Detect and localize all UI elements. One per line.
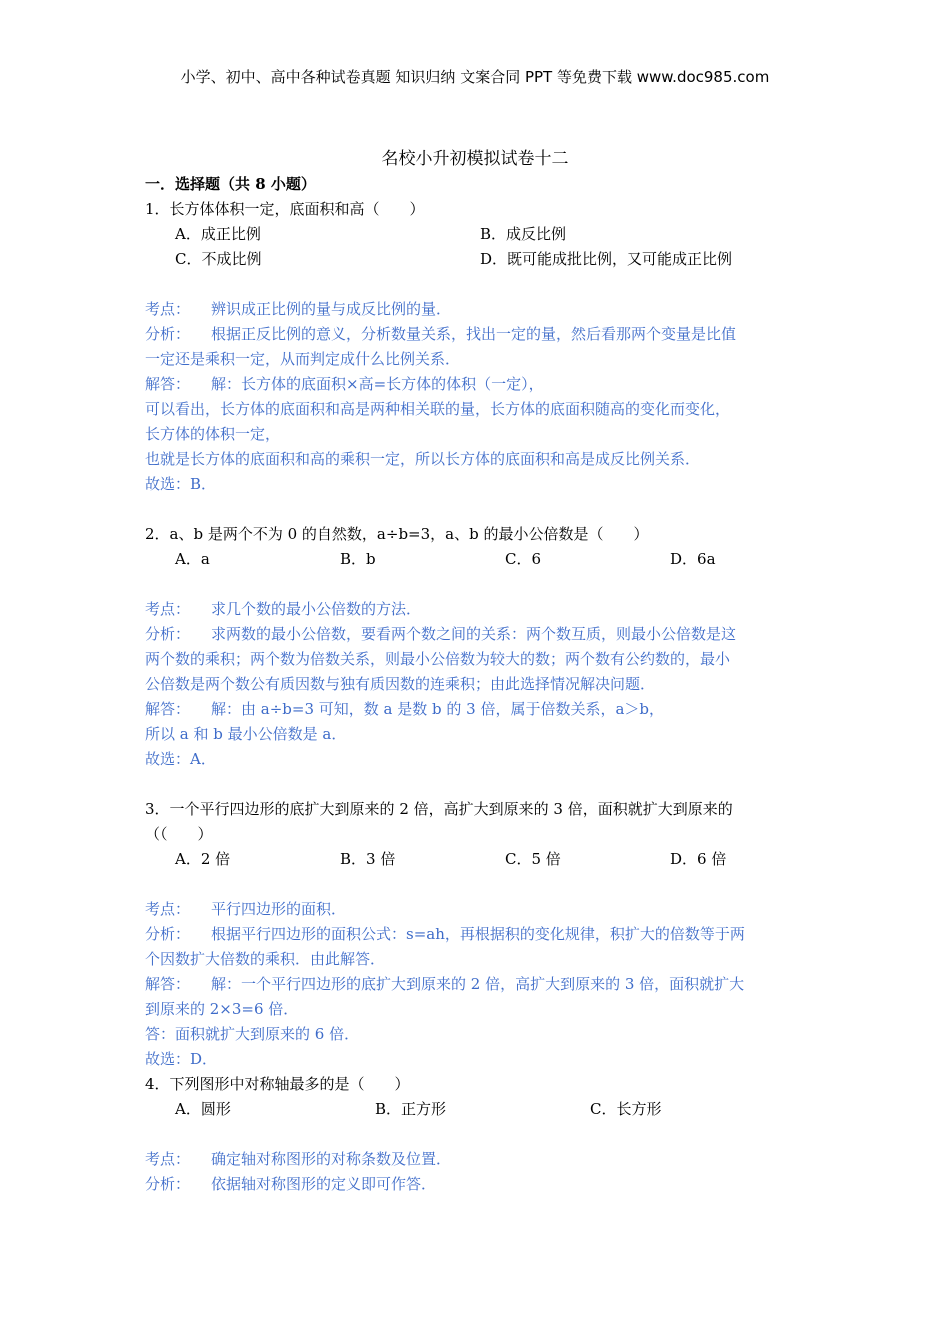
option-c: C．6 xyxy=(505,550,542,568)
solution: 解答： 解：长方体的底面积×高=长方体的体积（一定）， xyxy=(145,375,544,393)
solution: 解答： 解：一个平行四边形的底扩大到原来的 2 倍，高扩大到原来的 3 倍，面积就扩大 xyxy=(145,975,745,993)
option-c: C．不成比例 xyxy=(175,250,262,268)
option-a: A．圆形 xyxy=(175,1100,231,1118)
answer-choice: 故选：A． xyxy=(145,750,216,768)
option-d: D．6a xyxy=(670,550,716,568)
solution-line: 可以看出，长方体的底面积和高是两种相关联的量，长方体的底面积随高的变化而变化， xyxy=(145,400,731,418)
question-stem: 1．长方体体积一定，底面积和高（ ） xyxy=(145,200,425,218)
solution-line: 长方体的体积一定， xyxy=(145,425,281,443)
analysis: 分析： 求两数的最小公倍数，要看两个数之间的关系：两个数互质，则最小公倍数是这 xyxy=(145,625,737,643)
options-row xyxy=(145,547,805,572)
analysis: 分析： 根据正反比例的意义，分析数量关系，找出一定的量，然后看那两个变量是比值 xyxy=(145,325,737,343)
answer-choice: 故选：D． xyxy=(145,1050,218,1068)
answer-statement: 答：面积就扩大到原来的 6 倍． xyxy=(145,1025,360,1043)
option-b: B．正方形 xyxy=(375,1100,447,1118)
option-c: C．长方形 xyxy=(590,1100,662,1118)
question-1 xyxy=(145,197,805,497)
question-3 xyxy=(145,797,805,1072)
knowledge-point: 考点： 确定轴对称图形的对称条数及位置． xyxy=(145,1150,452,1168)
answer-choice: 故选：B． xyxy=(145,475,217,493)
section-heading: 一．选择题（共 8 小题） xyxy=(145,175,316,193)
analysis-line: 个因数扩大倍数的乘积．由此解答． xyxy=(145,950,386,968)
option-d: D．既可能成批比例，又可能成正比例 xyxy=(480,250,733,268)
solution: 解答： 解：由 a÷b=3 可知，数 a 是数 b 的 3 倍，属于倍数关系，a＞b， xyxy=(145,700,665,718)
question-stem: 3．一个平行四边形的底扩大到原来的 2 倍，高扩大到原来的 3 倍，面积就扩大到原来的 xyxy=(145,800,733,818)
question-stem-line: （（ ） xyxy=(145,825,213,843)
option-a: A．成正比例 xyxy=(175,225,261,243)
question-4 xyxy=(145,1072,805,1197)
analysis-line: 两个数的乘积；两个数为倍数关系，则最小公倍数为较大的数；两个数有公约数的，最小 xyxy=(145,650,731,668)
solution-line: 也就是长方体的底面积和高的乘积一定，所以长方体的底面积和高是成反比例关系． xyxy=(145,450,701,468)
question-stem: 4．下列图形中对称轴最多的是（ ） xyxy=(145,1075,410,1093)
question-2 xyxy=(145,522,805,772)
option-a: A．2 倍 xyxy=(175,850,231,868)
document-body xyxy=(145,146,805,1197)
option-a: A．a xyxy=(175,550,210,568)
question-stem: 2．a、b 是两个不为 0 的自然数，a÷b=3，a、b 的最小公倍数是（ ） xyxy=(145,525,649,543)
option-b: B．b xyxy=(340,550,376,568)
options-row xyxy=(145,1097,805,1122)
option-b: B．成反比例 xyxy=(480,225,567,243)
analysis-line: 一定还是乘积一定，从而判定成什么比例关系． xyxy=(145,350,461,368)
solution-line: 到原来的 2×3=6 倍． xyxy=(145,1000,299,1018)
solution-line: 所以 a 和 b 最小公倍数是 a． xyxy=(145,725,347,743)
option-c: C．5 倍 xyxy=(505,850,561,868)
knowledge-point: 考点： 求几个数的最小公倍数的方法． xyxy=(145,600,422,618)
option-b: B．3 倍 xyxy=(340,850,396,868)
options-row xyxy=(145,247,805,272)
options-row xyxy=(145,222,805,247)
analysis: 分析： 依据轴对称图形的定义即可作答． xyxy=(145,1175,437,1193)
knowledge-point: 考点： 辨识成正比例的量与成反比例的量． xyxy=(145,300,452,318)
analysis-line: 公倍数是两个数公有质因数与独有质因数的连乘积；由此选择情况解决问题． xyxy=(145,675,656,693)
analysis: 分析： 根据平行四边形的面积公式：s=ah，再根据积的变化规律，积扩大的倍数等于两 xyxy=(145,925,745,943)
options-row xyxy=(145,847,805,872)
page-title: 名校小升初模拟试卷十二 xyxy=(381,149,569,169)
option-d: D．6 倍 xyxy=(670,850,727,868)
page-header: 小学、初中、高中各种试卷真题 知识归纳 文案合同 PPT 等免费下载 www.doc985.com xyxy=(180,68,770,86)
knowledge-point: 考点： 平行四边形的面积． xyxy=(145,900,347,918)
